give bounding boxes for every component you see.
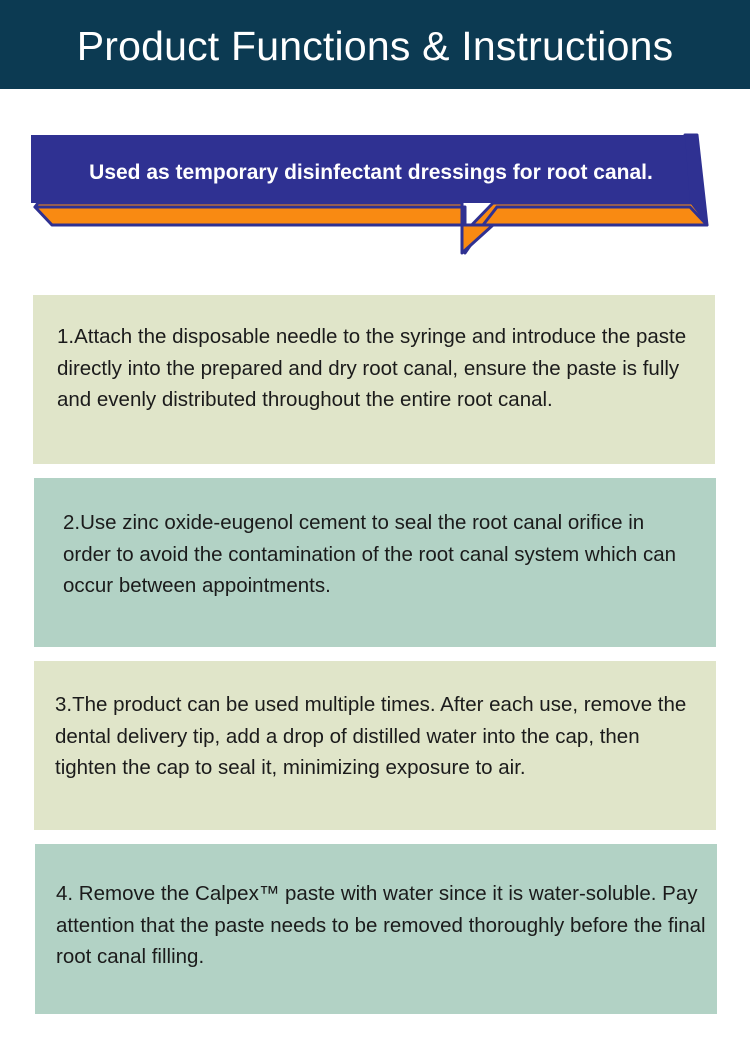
step-text-4: 4. Remove the Calpex™ paste with water since it is water-soluble. Pay attention that the paste needs to be removed thoroughly before the final root canal filling. — [56, 882, 706, 968]
page-title: Product Functions & Instructions — [76, 23, 674, 69]
header-bar — [0, 0, 750, 89]
step-panel-4 — [35, 844, 717, 1014]
step-panel-1 — [33, 295, 715, 464]
step-text-2: 2.Use zinc oxide-eugenol cement to seal the root canal orifice in order to avoid the contamination of the root canal system which can occur between appointments. — [63, 511, 677, 597]
banner-text: Used as temporary disinfectant dressings for root canal. — [89, 161, 653, 184]
banner-ribbon-tail — [462, 225, 493, 253]
step-panel-2 — [34, 478, 716, 647]
step-text-3: 3.The product can be used multiple times. After each use, remove the dental delivery tip, add a drop of distilled water into the cap, then tighten the cap to seal it, minimizing exposure to air. — [55, 693, 687, 779]
step-text-1: 1.Attach the disposable needle to the syringe and introduce the paste directly into the prepared and dry root canal, ensure the paste is fully and evenly distributed throughout the entire root canal. — [57, 325, 687, 411]
step-panel-3 — [34, 661, 716, 830]
